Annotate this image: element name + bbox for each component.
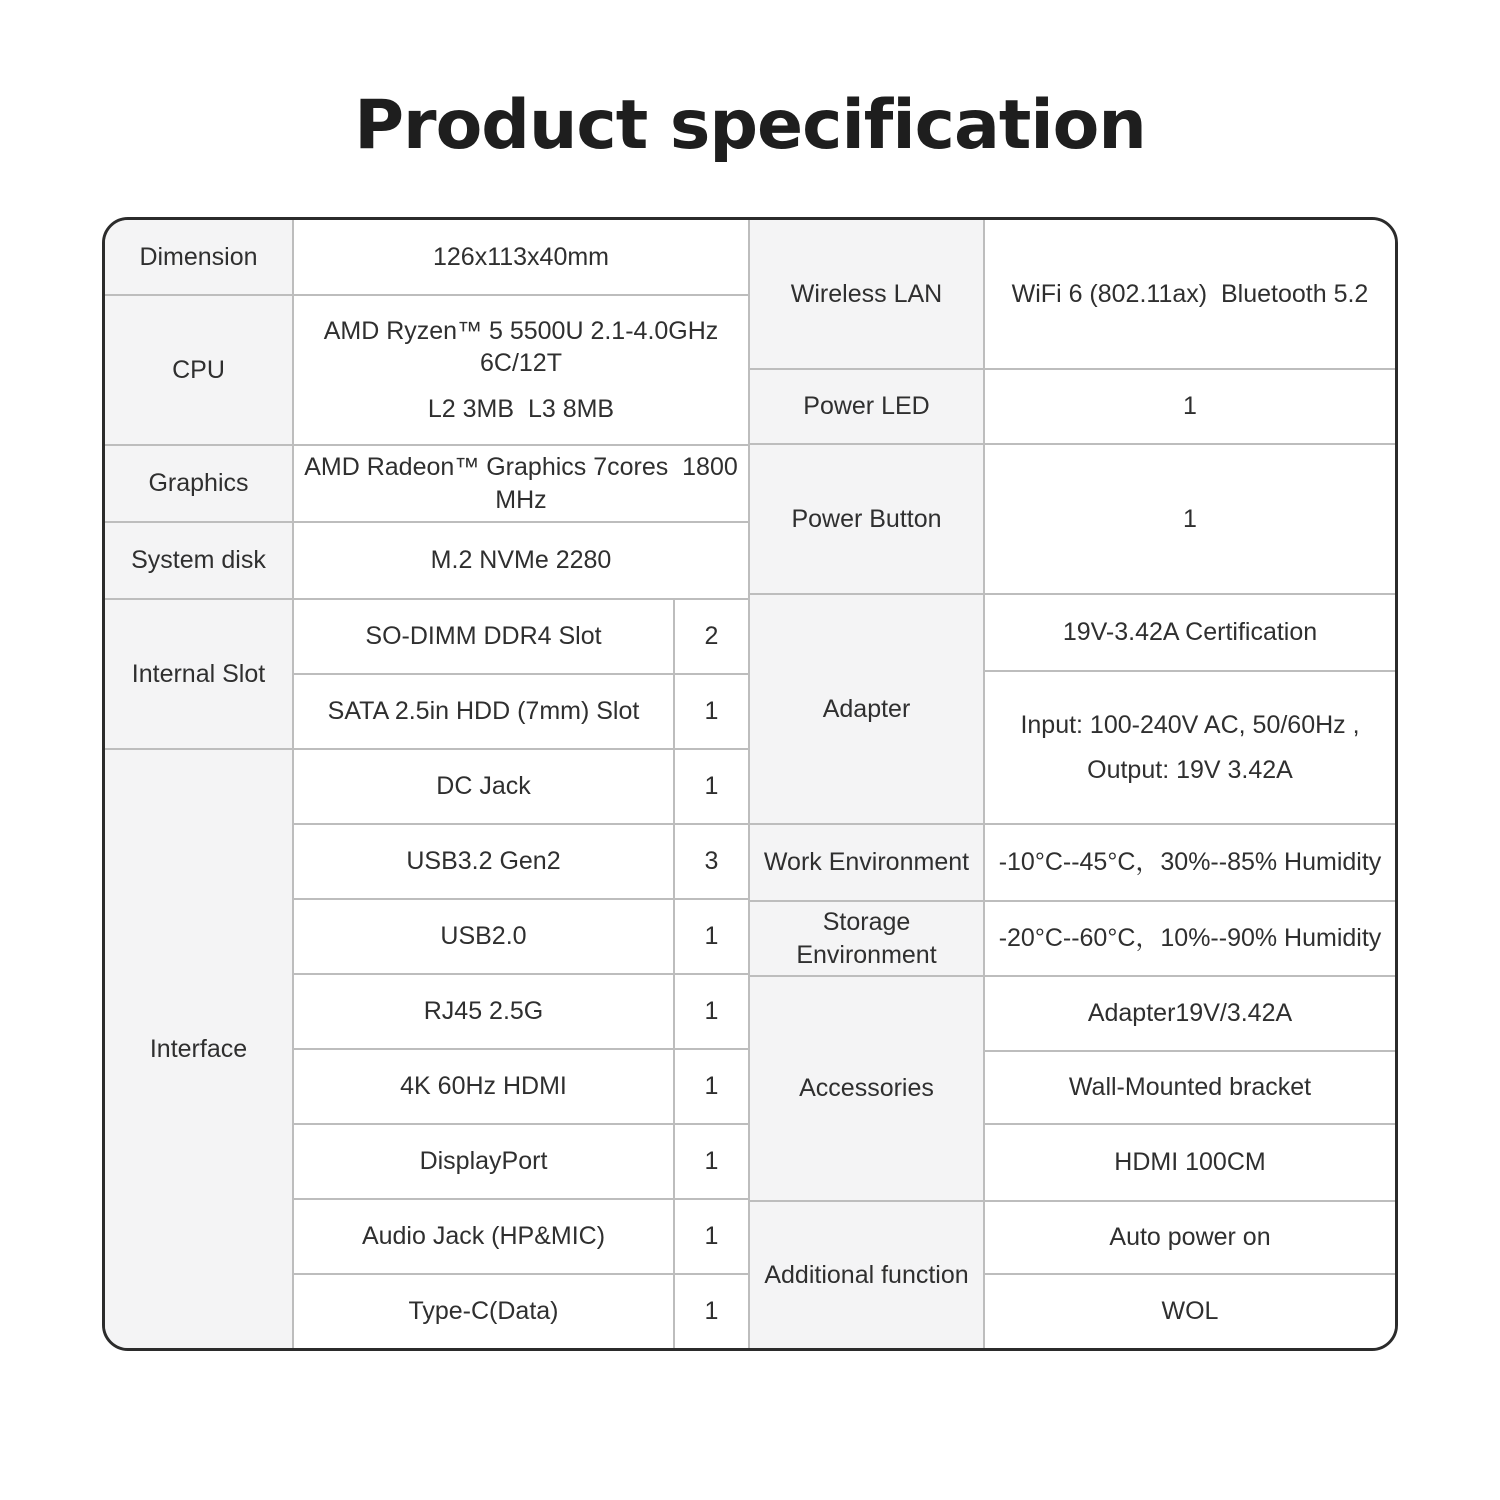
wireless-lan-label: Wireless LAN <box>750 220 983 368</box>
wireless-lan-value: WiFi 6 (802.11ax) Bluetooth 5.2 <box>985 220 1395 368</box>
spec-table-right-half <box>750 220 1395 1348</box>
interface-label: Interface <box>105 750 292 1348</box>
dimension-value: 126x113x40mm <box>294 220 748 294</box>
interface-item-count: 1 <box>675 900 748 973</box>
cpu-value <box>294 296 748 444</box>
additional-function-label: Additional function <box>750 1202 983 1348</box>
cpu-value-line1: AMD Ryzen™ 5 5500U 2.1-4.0GHz 6C/12T <box>323 316 726 378</box>
work-environment-label: Work Environment <box>750 825 983 900</box>
internal-slot-item-count: 1 <box>675 675 748 748</box>
interface-item-name: DisplayPort <box>294 1125 673 1198</box>
page-title: Product specification <box>354 86 1146 165</box>
internal-slot-item-name: SATA 2.5in HDD (7mm) Slot <box>294 675 673 748</box>
interface-item-count: 1 <box>675 1125 748 1198</box>
interface-item-name: DC Jack <box>294 750 673 823</box>
interface-item-count: 3 <box>675 825 748 898</box>
interface-item-name: Audio Jack (HP&MIC) <box>294 1200 673 1273</box>
storage-environment-value: -20°C--60°C，10%--90% Humidity <box>985 902 1395 975</box>
power-led-value: 1 <box>985 370 1395 443</box>
adapter-output-line: Output: 19V 3.42A <box>1087 756 1293 784</box>
adapter-io-value <box>985 672 1395 823</box>
accessories-item: Adapter19V/3.42A <box>985 977 1395 1050</box>
cpu-label: CPU <box>105 296 292 444</box>
system-disk-label: System disk <box>105 523 292 598</box>
graphics-value: AMD Radeon™ Graphics 7cores 1800 MHz <box>294 446 748 521</box>
power-button-label: Power Button <box>750 445 983 593</box>
adapter-label: Adapter <box>750 595 983 823</box>
work-environment-value: -10°C--45°C，30%--85% Humidity <box>985 825 1395 900</box>
cpu-value-line2: L2 3MB L3 8MB <box>427 394 615 423</box>
dimension-label: Dimension <box>105 220 292 294</box>
internal-slot-item-count: 2 <box>675 600 748 673</box>
adapter-input-line: Input: 100-240V AC, 50/60Hz , <box>1020 710 1360 739</box>
interface-item-name: USB2.0 <box>294 900 673 973</box>
adapter-certification-value: 19V-3.42A Certification <box>985 595 1395 670</box>
interface-item-count: 1 <box>675 1275 748 1348</box>
spec-table <box>102 217 1398 1351</box>
spec-table-left-half <box>105 220 748 1348</box>
additional-function-item: WOL <box>985 1275 1395 1348</box>
internal-slot-item-name: SO-DIMM DDR4 Slot <box>294 600 673 673</box>
storage-environment-label: Storage Environment <box>750 902 983 975</box>
accessories-item: Wall-Mounted bracket <box>985 1052 1395 1123</box>
accessories-label: Accessories <box>750 977 983 1200</box>
interface-item-count: 1 <box>675 975 748 1048</box>
interface-item-count: 1 <box>675 1050 748 1123</box>
system-disk-value: M.2 NVMe 2280 <box>294 523 748 598</box>
interface-item-name: Type-C(Data) <box>294 1275 673 1348</box>
interface-item-count: 1 <box>675 1200 748 1273</box>
accessories-item: HDMI 100CM <box>985 1125 1395 1200</box>
power-button-value: 1 <box>985 445 1395 593</box>
interface-item-count: 1 <box>675 750 748 823</box>
interface-item-name: RJ45 2.5G <box>294 975 673 1048</box>
interface-item-name: 4K 60Hz HDMI <box>294 1050 673 1123</box>
interface-item-name: USB3.2 Gen2 <box>294 825 673 898</box>
graphics-label: Graphics <box>105 446 292 521</box>
power-led-label: Power LED <box>750 370 983 443</box>
internal-slot-label: Internal Slot <box>105 600 292 748</box>
additional-function-item: Auto power on <box>985 1202 1395 1273</box>
